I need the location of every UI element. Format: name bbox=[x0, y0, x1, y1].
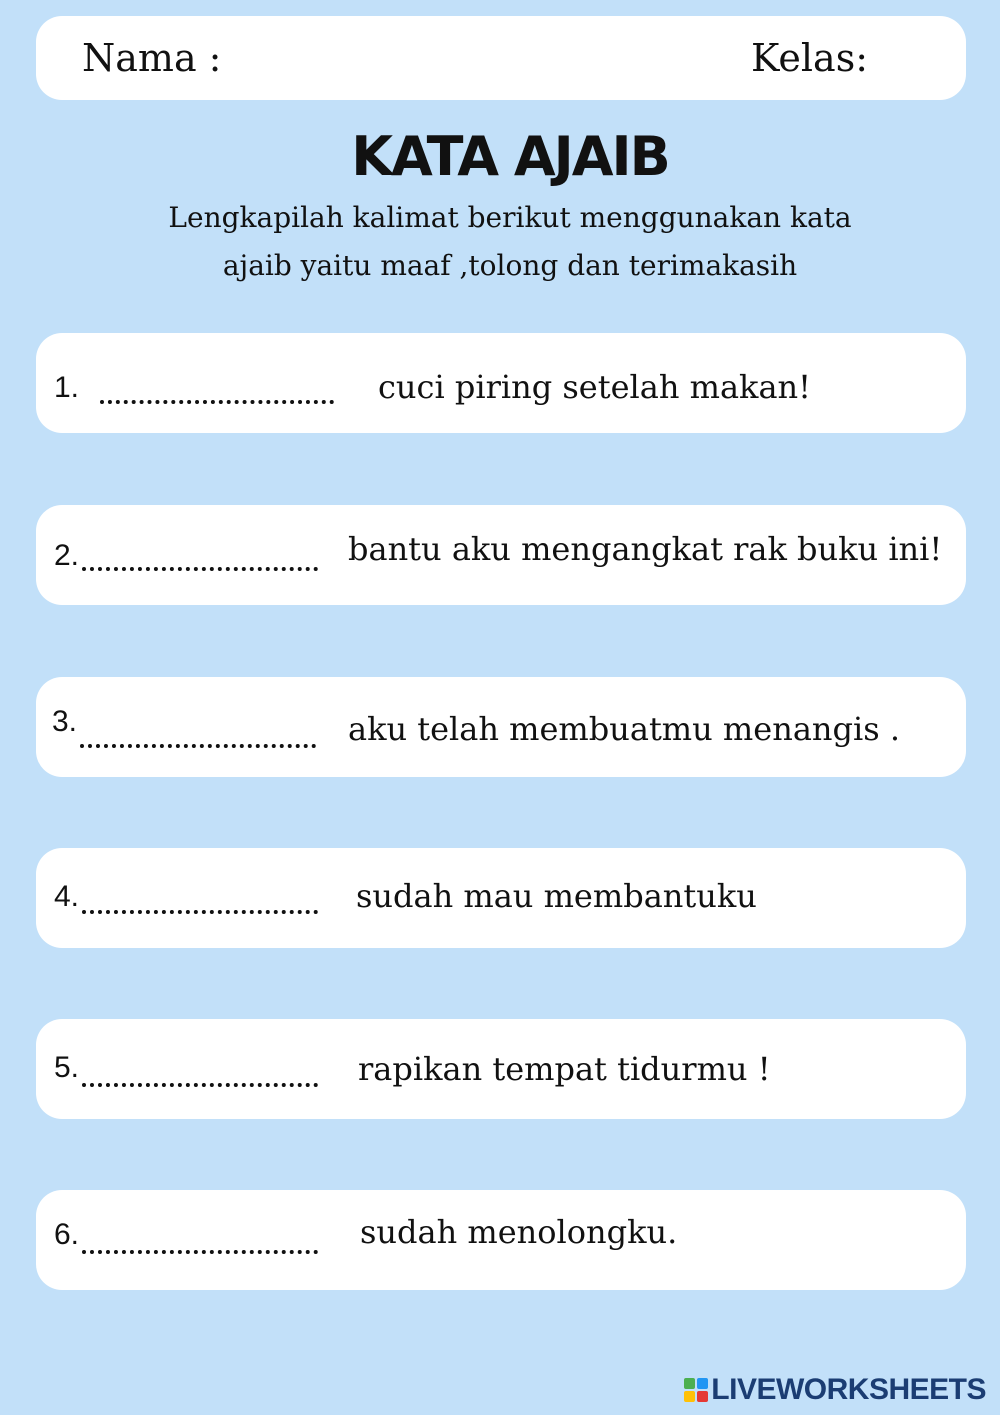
answer-blank[interactable] bbox=[82, 910, 318, 914]
question-card-5 bbox=[36, 1019, 966, 1119]
instruction-text bbox=[80, 194, 940, 290]
answer-blank[interactable] bbox=[82, 567, 318, 571]
liveworksheets-logo-icon bbox=[684, 1378, 708, 1402]
question-number: 5. bbox=[54, 1051, 80, 1084]
question-text: sudah menolongku. bbox=[360, 1213, 678, 1251]
question-card-6 bbox=[36, 1190, 966, 1290]
question-number: 4. bbox=[54, 880, 80, 913]
answer-blank[interactable] bbox=[82, 1083, 318, 1087]
answer-blank[interactable] bbox=[80, 744, 316, 748]
name-label: Nama : bbox=[82, 36, 222, 80]
class-label: Kelas: bbox=[751, 36, 868, 80]
question-number: 2. bbox=[54, 539, 80, 572]
answer-blank[interactable] bbox=[82, 1250, 318, 1254]
question-card-4 bbox=[36, 848, 966, 948]
question-number: 1. bbox=[54, 371, 80, 404]
instruction-line-2: ajaib yaitu maaf ,tolong dan terimakasih bbox=[222, 249, 798, 282]
question-text: bantu aku mengangkat rak buku ini! bbox=[348, 530, 943, 568]
question-text: cuci piring setelah makan! bbox=[378, 368, 811, 406]
student-info-card bbox=[36, 16, 966, 100]
worksheet-title: KATA AJAIB bbox=[351, 125, 669, 188]
question-text: rapikan tempat tidurmu ! bbox=[358, 1050, 771, 1088]
question-card-1 bbox=[36, 333, 966, 433]
question-number: 3. bbox=[52, 705, 78, 738]
question-number: 6. bbox=[54, 1218, 80, 1251]
liveworksheets-brand bbox=[684, 1373, 986, 1407]
question-card-2 bbox=[36, 505, 966, 605]
answer-blank[interactable] bbox=[100, 400, 334, 404]
brand-name: LIVEWORKSHEETS bbox=[711, 1373, 986, 1406]
question-text: aku telah membuatmu menangis . bbox=[348, 710, 900, 748]
question-text: sudah mau membantuku bbox=[356, 877, 757, 915]
instruction-line-1: Lengkapilah kalimat berikut menggunakan kata bbox=[168, 201, 852, 234]
question-card-3 bbox=[36, 677, 966, 777]
